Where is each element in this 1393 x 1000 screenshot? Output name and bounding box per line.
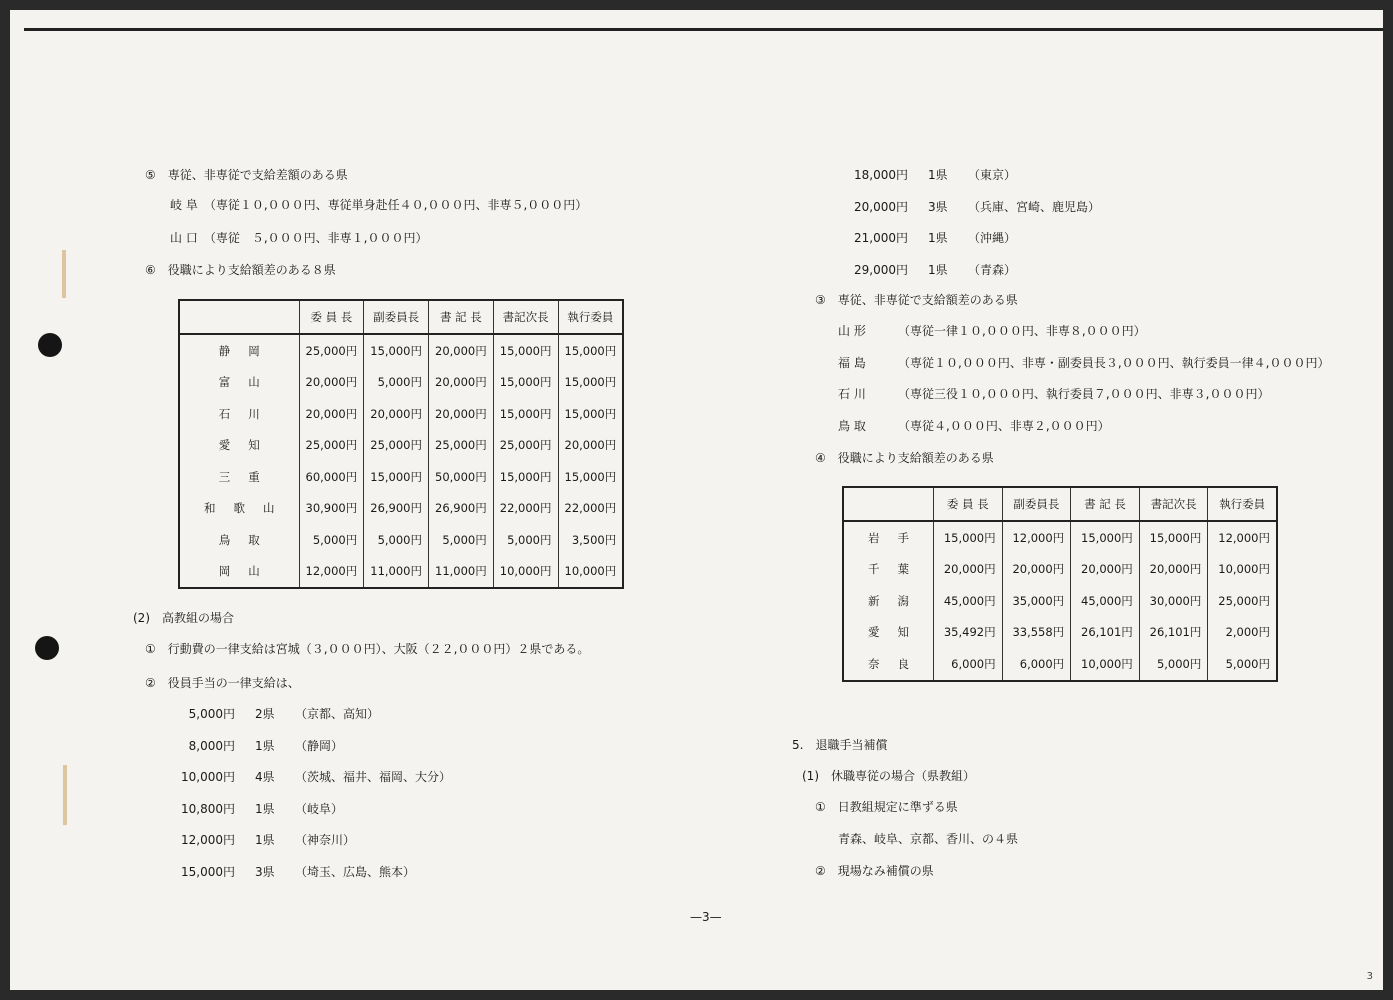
sec5-sub1: (1) 休職専従の場合（県教組） bbox=[802, 769, 975, 783]
prefecture-cell: 岩手 bbox=[843, 521, 934, 554]
list-count: 2県 bbox=[255, 707, 275, 721]
amount-cell: 45,000円 bbox=[934, 585, 1003, 617]
item3-line bbox=[838, 418, 1110, 434]
amount-cell: 5,000円 bbox=[429, 524, 494, 556]
list-amount: 5,000円 bbox=[188, 707, 235, 721]
list-amount: 8,000円 bbox=[188, 738, 235, 753]
amount-cell: 22,000円 bbox=[493, 493, 558, 525]
header-deputy-secretary: 書記次長 bbox=[493, 300, 558, 334]
list-prefectures: （沖縄） bbox=[968, 231, 1017, 245]
amount-cell: 45,000円 bbox=[1071, 585, 1140, 617]
table-row bbox=[179, 398, 623, 430]
table-row bbox=[179, 367, 623, 399]
amount-cell: 11,000円 bbox=[429, 556, 494, 589]
sec2-item2: ② 役員手当の一律支給は、 bbox=[145, 676, 300, 690]
item3-prefecture: 鳥 取 bbox=[838, 418, 866, 433]
prefecture-cell: 奈良 bbox=[843, 648, 934, 681]
list-item bbox=[145, 769, 451, 785]
sec5-item1-detail: 青森、岐阜、京都、香川、の４県 bbox=[838, 832, 1019, 846]
list-prefectures: （京都、高知） bbox=[295, 707, 380, 721]
header-executive-member: 執行委員 bbox=[1208, 487, 1277, 521]
amount-cell: 15,000円 bbox=[1139, 521, 1208, 554]
item3-detail: （専従４,０００円、非専２,０００円） bbox=[898, 418, 1110, 433]
item3-line bbox=[838, 323, 1146, 339]
item3-detail: （専従三役１０,０００円、執行委員７,０００円、非専３,０００円） bbox=[898, 387, 1270, 401]
amount-cell: 15,000円 bbox=[558, 398, 623, 430]
rust-stain bbox=[62, 250, 66, 298]
amount-cell: 5,000円 bbox=[1208, 648, 1277, 681]
header-secretary-general: 書 記 長 bbox=[1071, 487, 1140, 521]
amount-cell: 20,000円 bbox=[299, 398, 364, 430]
amount-cell: 20,000円 bbox=[558, 430, 623, 462]
table-row bbox=[843, 585, 1277, 617]
table-row bbox=[179, 461, 623, 493]
amount-cell: 50,000円 bbox=[429, 461, 494, 493]
prefecture-cell: 和歌山 bbox=[179, 493, 299, 525]
binder-hole-top bbox=[38, 333, 62, 357]
amount-cell: 20,000円 bbox=[1071, 554, 1140, 586]
header-chairman: 委 員 長 bbox=[299, 300, 364, 334]
prefecture-cell: 静岡 bbox=[179, 334, 299, 367]
list-amount: 10,000円 bbox=[181, 770, 235, 784]
amount-cell: 10,000円 bbox=[1071, 648, 1140, 681]
list-prefectures: （兵庫、宮崎、鹿児島） bbox=[968, 199, 1101, 214]
prefecture-cell: 三重 bbox=[179, 461, 299, 493]
list-item bbox=[818, 262, 1016, 278]
header-chairman: 委 員 長 bbox=[934, 487, 1003, 521]
amount-cell: 15,000円 bbox=[493, 367, 558, 399]
list-item bbox=[145, 738, 343, 754]
table-row bbox=[843, 554, 1277, 586]
amount-cell: 15,000円 bbox=[493, 398, 558, 430]
table-row bbox=[179, 334, 623, 367]
list-amount: 21,000円 bbox=[854, 231, 908, 245]
table-body bbox=[179, 334, 623, 588]
amount-cell: 15,000円 bbox=[364, 334, 429, 367]
amount-cell: 35,492円 bbox=[934, 617, 1003, 649]
header-corner bbox=[843, 487, 934, 521]
amount-cell: 12,000円 bbox=[1002, 521, 1071, 554]
amount-cell: 35,000円 bbox=[1002, 585, 1071, 617]
header-deputy-secretary: 書記次長 bbox=[1139, 487, 1208, 521]
list-item bbox=[818, 199, 1100, 215]
table-header-row bbox=[843, 487, 1277, 521]
amount-cell: 26,101円 bbox=[1139, 617, 1208, 649]
amount-cell: 5,000円 bbox=[493, 524, 558, 556]
top-rule bbox=[24, 28, 1383, 31]
amount-cell: 25,000円 bbox=[493, 430, 558, 462]
amount-cell: 26,101円 bbox=[1071, 617, 1140, 649]
amount-cell: 10,000円 bbox=[558, 556, 623, 589]
prefecture-cell: 岡山 bbox=[179, 556, 299, 589]
amount-cell: 10,000円 bbox=[493, 556, 558, 589]
table-body bbox=[843, 521, 1277, 681]
amount-cell: 15,000円 bbox=[364, 461, 429, 493]
amount-cell: 5,000円 bbox=[1139, 648, 1208, 681]
amount-cell: 30,000円 bbox=[1139, 585, 1208, 617]
amount-cell: 12,000円 bbox=[299, 556, 364, 589]
amount-cell: 15,000円 bbox=[934, 521, 1003, 554]
header-corner bbox=[179, 300, 299, 334]
amount-cell: 25,000円 bbox=[429, 430, 494, 462]
prefecture-cell: 千葉 bbox=[843, 554, 934, 586]
amount-cell: 5,000円 bbox=[299, 524, 364, 556]
item3-prefecture: 石 川 bbox=[838, 387, 866, 401]
sec5-title: 5. 退職手当補償 bbox=[792, 738, 888, 752]
amount-cell: 5,000円 bbox=[364, 524, 429, 556]
amount-cell: 25,000円 bbox=[1208, 585, 1277, 617]
amount-cell: 11,000円 bbox=[364, 556, 429, 589]
list-prefectures: （茨城、福井、福岡、大分） bbox=[295, 770, 452, 784]
item5-title: ⑤ 専従、非専従で支給差額のある県 bbox=[145, 168, 348, 182]
item5-line-yamaguchi: 山 口 （専従 ５,０００円、非専１,０００円） bbox=[170, 231, 428, 245]
table-row bbox=[179, 524, 623, 556]
list-prefectures: （神奈川） bbox=[295, 833, 356, 847]
header-secretary-general: 書 記 長 bbox=[429, 300, 494, 334]
item3-detail: （専従一律１０,０００円、非専８,０００円） bbox=[898, 324, 1146, 338]
list-item bbox=[818, 230, 1016, 246]
item4-title: ④ 役職により支給額差のある県 bbox=[815, 451, 994, 465]
table-row bbox=[179, 556, 623, 589]
corner-number: 3 bbox=[1366, 971, 1373, 982]
list-amount: 29,000円 bbox=[854, 262, 908, 277]
table-row bbox=[179, 493, 623, 525]
header-vice-chairman: 副委員長 bbox=[364, 300, 429, 334]
item3-line bbox=[838, 355, 1329, 371]
amount-cell: 33,558円 bbox=[1002, 617, 1071, 649]
amount-cell: 60,000円 bbox=[299, 461, 364, 493]
list-count: 4県 bbox=[255, 770, 275, 784]
prefecture-cell: 富山 bbox=[179, 367, 299, 399]
list-item bbox=[145, 706, 379, 722]
amount-cell: 25,000円 bbox=[364, 430, 429, 462]
prefecture-cell: 愛知 bbox=[179, 430, 299, 462]
list-count: 1県 bbox=[255, 738, 275, 753]
amount-cell: 20,000円 bbox=[364, 398, 429, 430]
list-amount: 15,000円 bbox=[181, 864, 235, 879]
prefecture-cell: 愛知 bbox=[843, 617, 934, 649]
amount-cell: 15,000円 bbox=[558, 461, 623, 493]
amount-cell: 20,000円 bbox=[1139, 554, 1208, 586]
amount-cell: 6,000円 bbox=[1002, 648, 1071, 681]
prefecture-cell: 鳥取 bbox=[179, 524, 299, 556]
binder-hole-bottom bbox=[35, 636, 59, 660]
prefecture-cell: 新潟 bbox=[843, 585, 934, 617]
amount-cell: 3,500円 bbox=[558, 524, 623, 556]
amount-cell: 15,000円 bbox=[558, 334, 623, 367]
list-item bbox=[818, 167, 1016, 183]
list-prefectures: （静岡） bbox=[295, 738, 344, 753]
item3-prefecture: 福 島 bbox=[838, 355, 866, 370]
list-prefectures: （東京） bbox=[968, 168, 1017, 182]
sec2-title: (2) 高教組の場合 bbox=[133, 611, 234, 625]
amount-cell: 5,000円 bbox=[364, 367, 429, 399]
table-officer-allowance-8-prefs bbox=[178, 299, 624, 589]
list-amount: 18,000円 bbox=[854, 168, 908, 182]
list-item bbox=[145, 832, 355, 848]
amount-cell: 10,000円 bbox=[1208, 554, 1277, 586]
amount-cell: 20,000円 bbox=[934, 554, 1003, 586]
list-count: 1県 bbox=[928, 168, 948, 182]
sec5-item2: ② 現場なみ補償の県 bbox=[815, 864, 934, 878]
amount-cell: 26,900円 bbox=[364, 493, 429, 525]
amount-cell: 15,000円 bbox=[493, 334, 558, 367]
list-count: 1県 bbox=[928, 262, 948, 277]
table-row bbox=[179, 430, 623, 462]
list-count: 3県 bbox=[255, 864, 275, 879]
amount-cell: 20,000円 bbox=[299, 367, 364, 399]
list-prefectures: （岐阜） bbox=[295, 801, 344, 816]
list-amount: 12,000円 bbox=[181, 833, 235, 847]
prefecture-cell: 石川 bbox=[179, 398, 299, 430]
item3-prefecture: 山 形 bbox=[838, 324, 866, 338]
amount-cell: 25,000円 bbox=[299, 334, 364, 367]
table-row bbox=[843, 521, 1277, 554]
page-number: —3— bbox=[690, 910, 722, 924]
list-item bbox=[145, 801, 343, 817]
list-amount: 10,800円 bbox=[181, 801, 235, 816]
amount-cell: 20,000円 bbox=[429, 334, 494, 367]
amount-cell: 20,000円 bbox=[429, 367, 494, 399]
list-count: 1県 bbox=[928, 231, 948, 245]
table-row bbox=[843, 617, 1277, 649]
amount-cell: 20,000円 bbox=[429, 398, 494, 430]
list-item bbox=[145, 864, 415, 880]
item6-title: ⑥ 役職により支給額差のある８県 bbox=[145, 263, 336, 277]
list-amount: 20,000円 bbox=[854, 199, 908, 214]
rust-stain bbox=[63, 765, 67, 825]
list-count: 1県 bbox=[255, 833, 275, 847]
header-executive-member: 執行委員 bbox=[558, 300, 623, 334]
list-count: 3県 bbox=[928, 199, 948, 214]
item3-title: ③ 専従、非専従で支給額差のある県 bbox=[815, 293, 1018, 307]
amount-cell: 6,000円 bbox=[934, 648, 1003, 681]
amount-cell: 30,900円 bbox=[299, 493, 364, 525]
amount-cell: 12,000円 bbox=[1208, 521, 1277, 554]
item5-line-gifu: 岐 阜 （専従１０,０００円、専従単身赴任４０,０００円、非専５,０００円） bbox=[170, 198, 588, 212]
list-prefectures: （埼玉、広島、熊本） bbox=[295, 864, 416, 879]
amount-cell: 25,000円 bbox=[299, 430, 364, 462]
amount-cell: 22,000円 bbox=[558, 493, 623, 525]
header-vice-chairman: 副委員長 bbox=[1002, 487, 1071, 521]
amount-cell: 15,000円 bbox=[558, 367, 623, 399]
table-header-row bbox=[179, 300, 623, 334]
sec5-item1: ① 日教組規定に準ずる県 bbox=[815, 800, 958, 814]
item3-line bbox=[838, 386, 1269, 402]
table-officer-allowance-right bbox=[842, 486, 1278, 682]
amount-cell: 15,000円 bbox=[493, 461, 558, 493]
list-prefectures: （青森） bbox=[968, 262, 1017, 277]
amount-cell: 26,900円 bbox=[429, 493, 494, 525]
table-row bbox=[843, 648, 1277, 681]
document-page bbox=[10, 10, 1383, 990]
amount-cell: 15,000円 bbox=[1071, 521, 1140, 554]
list-count: 1県 bbox=[255, 801, 275, 816]
amount-cell: 20,000円 bbox=[1002, 554, 1071, 586]
sec2-item1: ① 行動費の一律支給は宮城（３,０００円）、大阪（２２,０００円）２県である。 bbox=[145, 642, 590, 656]
amount-cell: 2,000円 bbox=[1208, 617, 1277, 649]
item3-detail: （専従１０,０００円、非専・副委員長３,０００円、執行委員一律４,０００円） bbox=[898, 355, 1330, 370]
